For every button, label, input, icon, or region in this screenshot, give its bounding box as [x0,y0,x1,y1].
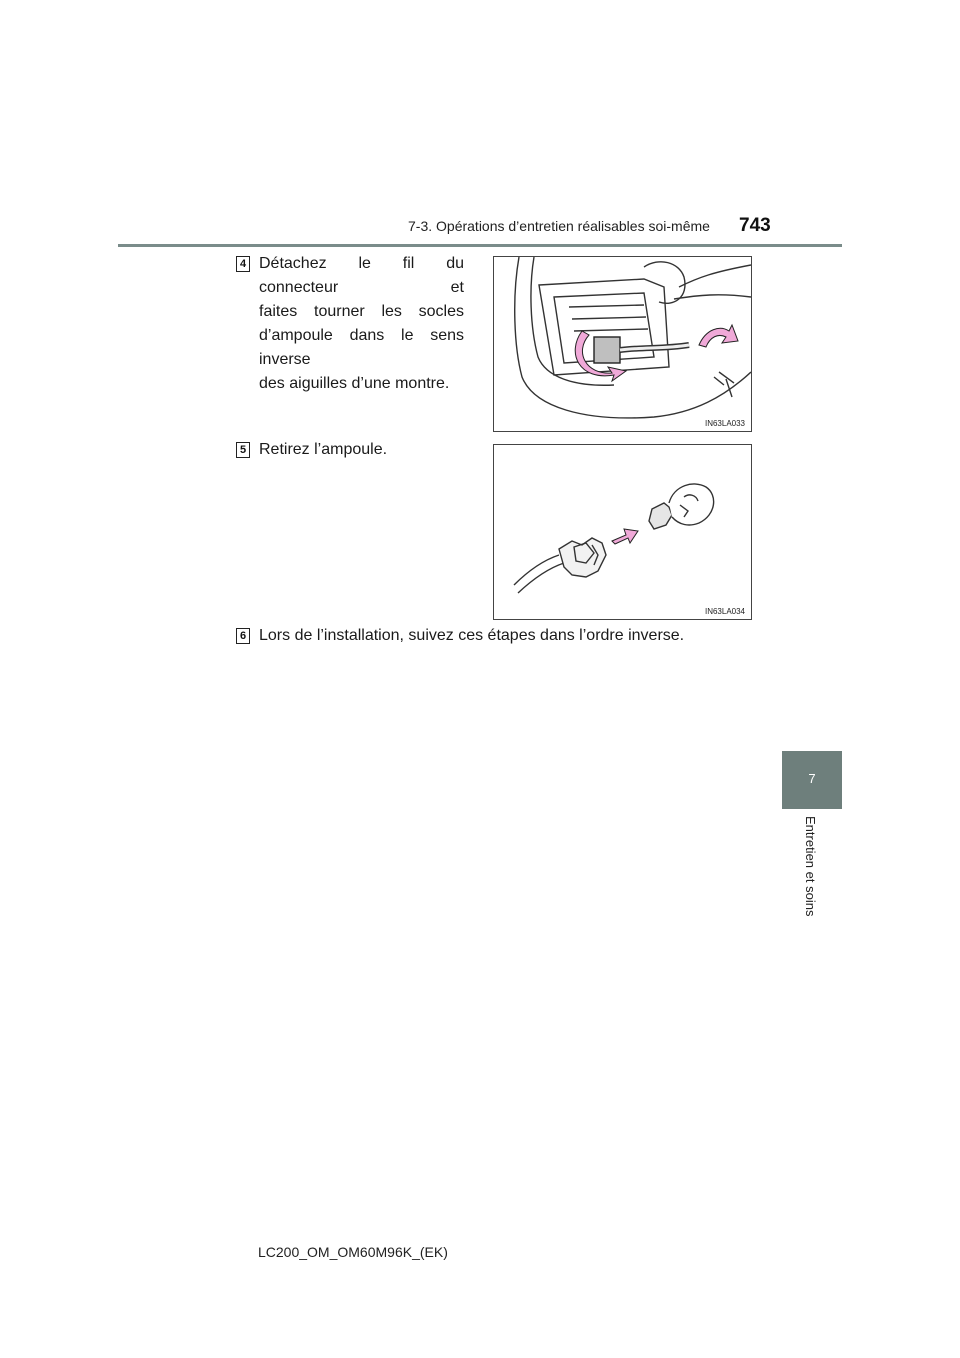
chapter-title: Entretien et soins [803,816,818,917]
chapter-number: 7 [808,771,816,786]
bulb-illustration [494,445,751,619]
pull-arrow [699,325,738,347]
step-badge-6: 6 [236,628,250,644]
figure-connector-removal [493,256,752,432]
step-6-text: Lors de l’installation, suivez ces étapes dans l’ordre inverse. [259,627,685,644]
document-code: LC200_OM_OM60M96K_(EK) [258,1244,448,1260]
step-4-line-4: des aiguilles d’une montre. [259,375,450,392]
step-badge-4: 4 [236,256,250,272]
figure-code-1: IN63LA033 [704,419,745,428]
step-4-text [259,252,464,396]
step-4-line-1: Détachez le fil du connecteur et [259,255,464,296]
step-badge-5: 5 [236,442,250,458]
figure-code-2: IN63LA034 [704,607,745,616]
insert-arrow [612,529,638,544]
figure-bulb-removal [493,444,752,620]
header-rule [118,244,842,247]
connector-illustration [494,257,751,431]
chapter-tab [782,751,842,809]
section-title: 7-3. Opérations d’entretien réalisables soi-même [408,218,710,234]
step-5-text: Retirez l’ampoule. [259,441,388,458]
step-4-line-2: faites tourner les socles [259,303,464,320]
connector-block [594,337,620,363]
page-number: 743 [739,215,771,236]
step-4-line-3: d’ampoule dans le sens inverse [259,327,464,368]
